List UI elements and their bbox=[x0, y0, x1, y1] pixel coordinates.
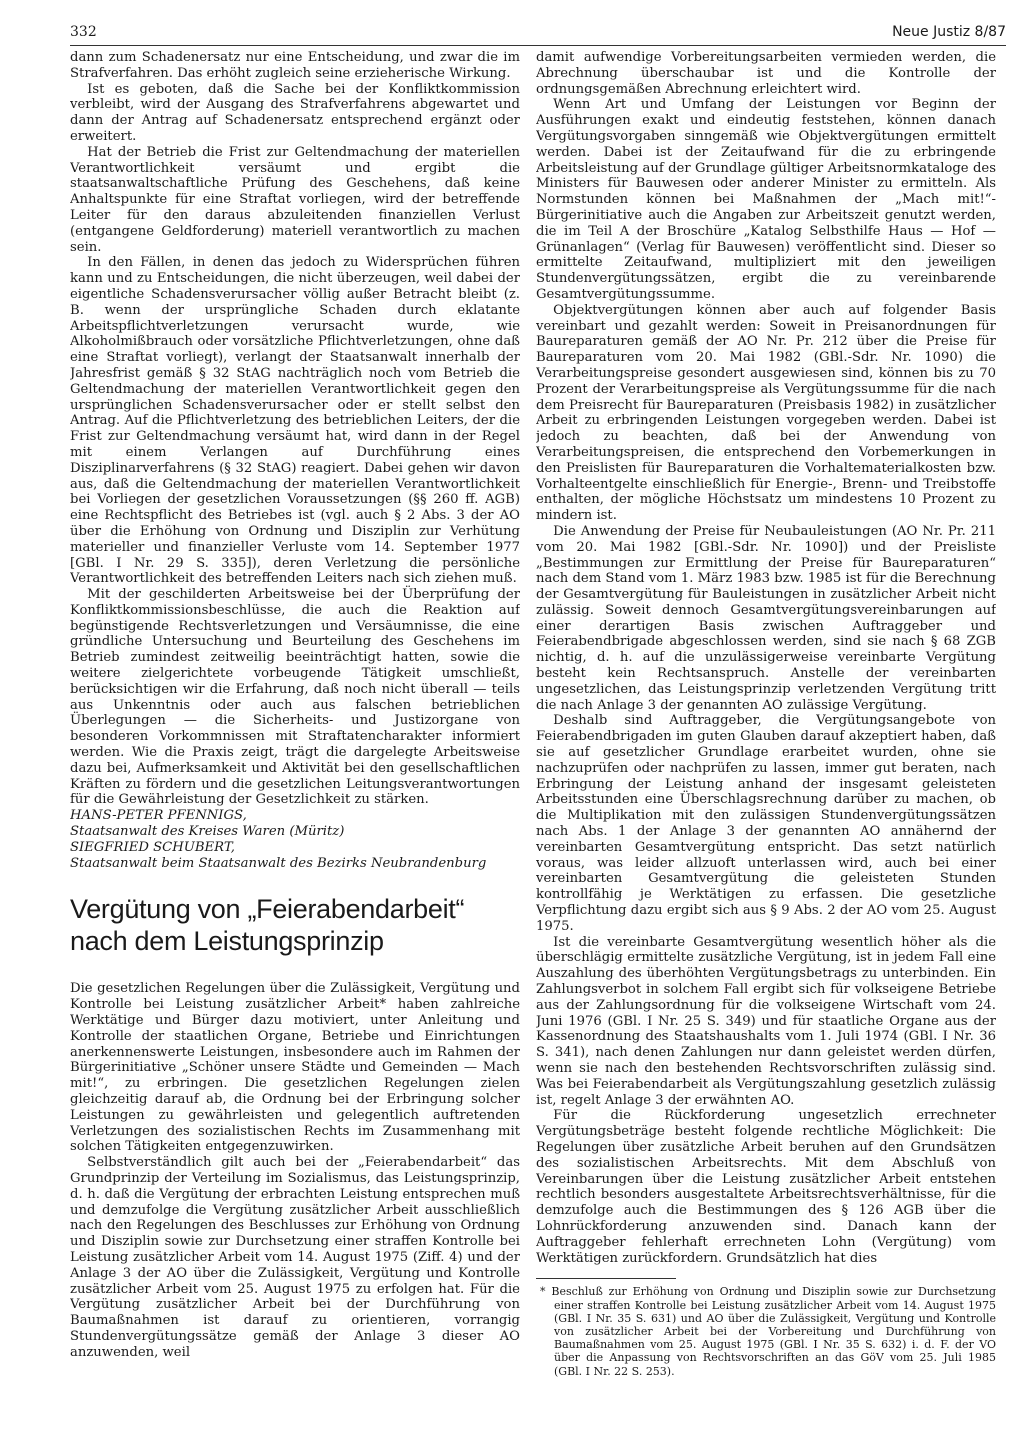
page-number: 332 bbox=[70, 24, 97, 40]
body-paragraph: Hat der Betrieb die Frist zur Geltendmachung der materiellen Verantwortlichkeit versäumt und ergibt die staatsanwaltschaftliche Prüfung des Geschehens, daß keine Anhaltspunkte für eine Straftat vorliegen, wird der betreffende Leiter für den daraus abzuleitenden finanziellen Verlust (entgangene Geldforderung) materiell verantwortlich zu machen sein. bbox=[70, 144, 520, 255]
author-title: Staatsanwalt des Kreises Waren (Müritz) bbox=[70, 824, 345, 840]
left-column bbox=[70, 50, 520, 1435]
body-paragraph: Wenn Art und Umfang der Leistungen vor Beginn der Ausführungen exakt und eindeutig feststehen, können danach Vergütungsvorgaben sinngemäß wie Objektvergütungen ermittelt werden. Dabei ist der Zeitaufwand für die zu erbringende Arbeitsleistung auf der Grundlage gültiger Arbeitsnormkataloge des Ministers für Bauwesen oder anderer Minister zu ermitteln. Als Normstunden können bei Maßnahmen der „Mach mit!“-Bürgerinitiative auch die Angaben zur Arbeitszeit genutzt werden, die im Teil A der Broschüre „Katalog Selbsthilfe Haus — Hof — Grünanlagen“ (Verlag für Bauwesen) veröffentlicht sind. Dieser so ermittelte Zeitaufwand, multipliziert mit den jeweiligen Stundenvergütungssätzen, ergibt die zu vereinbarende Gesamtvergütungssumme. bbox=[536, 97, 996, 302]
body-paragraph: Objektvergütungen können aber auch auf folgender Basis vereinbart und gezahlt werden: Soweit in Preisanordnungen für Baureparaturen gemäß der AO Nr. Pr. 212 über die Preise für Baureparaturen vom 20. Mai 1982 (GBl.-Sdr. Nr. 1090) die Verarbeitungspreise gesondert ausgewiesen sind, können bis zu 70 Prozent der Verarbeitungspreise als Vergütungssumme für die nach dem Preisrecht für Baureparaturen (Preisbasis 1982) in zusätzlicher Arbeit zu erbringenden Leistungen vorgegeben werden. Dabei ist jedoch zu beachten, daß bei der Anwendung von Verarbeitungspreisen, die entsprechend den Vorbemerkungen in den Preislisten für Baureparaturen die Vorhaltematerialkosten bzw. Vorhalteentgelte einschließlich für Energie-, Brenn- und Treibstoffe enthalten, der mögliche Höchstsatz um mindestens 10 Prozent zu mindern ist. bbox=[536, 302, 996, 524]
right-column bbox=[536, 50, 996, 1435]
body-paragraph: Ist es geboten, daß die Sache bei der Konfliktkommission verbleibt, wird der Ausgang des Strafverfahrens abgewartet und dann der Antrag auf Schadenersatz entsprechend ergänzt oder erweitert. bbox=[70, 81, 520, 144]
header-rule bbox=[70, 45, 1006, 46]
body-paragraph: Die Anwendung der Preise für Neubauleistungen (AO Nr. Pr. 211 vom 20. Mai 1982 [GBl.-Sdr. Nr. 1090]) und der Preisliste „Bestimmungen zur Ermittlung der Preise für Baureparaturen“ nach dem Stand vom 1. März 1983 bzw. 1985 ist für die Berechnung der Gesamtvergütung für Bauleistungen in zusätzlicher Arbeit nicht zulässig. Soweit dennoch Gesamtvergütungsvereinbarungen auf einer derartigen Basis zwischen Auftraggeber und Feierabendbrigade abgeschlossen werden, sind sie nach § 68 ZGB nichtig, d. h. auf die unzulässigerweise vereinbarte Vergütung besteht kein Rechtsanspruch. Anstelle der vereinbarten ungesetzlichen, das Leistungsprinzip verletzenden Vergütung tritt die nach Anlage 3 der genannten AO zulässige Vergütung. bbox=[536, 523, 996, 713]
body-paragraph: In den Fällen, in denen das jedoch zu Widersprüchen führen kann und zu Entscheidungen, die nicht überzeugen, weil dabei der eigentliche Schadensverursacher völlig außer Betracht bleibt (z. B. wenn der ursprüngliche Schaden durch eklatante Arbeitspflichtverletzungen verursacht wurde, wie Alkoholmißbrauch oder vorsätzliche Pflichtverletzungen, ohne daß eine Straftat vorliegt), verlangt der Staatsanwalt innerhalb der Jahresfrist gemäß § 32 StAG nachträglich noch vom Betrieb die Geltendmachung der materiellen Verantwortlichkeit gegen den ursprünglichen Schadensverursacher oder er stellt selbst den Antrag. Auf die Pflichtverletzung des betrieblichen Leiters, der die Frist zur Geltendmachung versäumt hat, wird dann in der Regel mit einem Verlangen auf Durchführung eines Disziplinarverfahrens (§ 32 StAG) reagiert. Dabei gehen wir davon aus, daß die Geltendmachung der materiellen Verantwortlichkeit bei Vorliegen der gesetzlichen Voraussetzungen (§§ 260 ff. AGB) eine Rechtspflicht des Betriebes ist (vgl. auch § 2 Abs. 3 der AO über die Erhöhung von Ordnung und Disziplin zur Verhütung materieller und finanzieller Verluste vom 14. September 1977 [GBl. I Nr. 29 S. 335]), deren Verletzung die persönliche Verantwortlichkeit des betreffenden Leiters nach sich ziehen muß. bbox=[70, 255, 520, 587]
body-paragraph: damit aufwendige Vorbereitungsarbeiten vermieden werden, die Abrechnung überschaubar ist und die Kontrolle der ordnungsgemäßen Abrechnung erleichtert wird. bbox=[536, 50, 996, 97]
article-title-line: Vergütung von „Feierabendarbeit“ bbox=[70, 894, 465, 925]
footnote: * Beschluß zur Erhöhung von Ordnung und Disziplin sowie zur Durchsetzung einer straffen Kontrolle bei Leistung zusätzlicher Arbeit vom 14. August 1975 (GBl. I Nr. 35 S. 631) und AO über die Zulässigkeit, Vergütung und Kontrolle von zusätzlicher Arbeit bei der Vorbereitung und Durchführung von Baumaßnahmen vom 25. August 1975 (GBl. I Nr. 35 S. 632) i. d. F. der VO über die Anpassung von Rechtsvorschriften an das GöV vom 25. Juli 1985 (GBl. I Nr. 22 S. 253). bbox=[540, 1285, 996, 1378]
article-title bbox=[70, 893, 520, 957]
body-paragraph: dann zum Schadenersatz nur eine Entscheidung, und zwar die im Strafverfahren. Das erhöht zugleich seine erzieherische Wirkung. bbox=[70, 50, 520, 81]
body-paragraph: Mit der geschilderten Arbeitsweise bei der Überprüfung der Konfliktkommissionsbeschlüsse, die auch die Reaktion auf begünstigende Rechtsverletzungen und Versäumnisse, die eine gründliche Untersuchung und Beurteilung des Geschehens im Betrieb zumindest zeitweilig beeinträchtigt hatten, sowie die weitere zielgerichtete vorbeugende Tätigkeit umschließt, berücksichtigen wir die Erfahrung, daß noch nicht überall — teils aus Unkenntnis oder auch aus falschen betrieblichen Überlegungen — die Sicherheits- und Justizorgane von besonderen Vorkommnissen mit Straftatencharakter informiert werden. Wie die Praxis zeigt, trägt die dargelegte Arbeitsweise dazu bei, Aufmerksamkeit und Aktivität bei den gesellschaftlichen Kräften zu fördern und die gesetzlichen Leitungsverantwortungen für die Gewährleistung der Gesetzlichkeit zu stärken. bbox=[70, 587, 520, 808]
footnote-rule bbox=[536, 1278, 676, 1279]
body-paragraph: Deshalb sind Auftraggeber, die Vergütungsangebote von Feierabendbrigaden im guten Glauben darauf akzeptiert haben, daß sie auf gesetzlicher Grundlage erarbeitet wurden, ohne sie nachzuprüfen oder nachprüfen zu lassen, immer gut beraten, nach Erbringung der Leistung anhand der insgesamt geleisteten Arbeitsstunden eine Überschlagsrechnung darüber zu machen, ob die Multiplikation mit den zulässigen Stundenvergütungssätzen nach Abs. 1 der Anlage 3 der genannten AO annähernd der vereinbarten Gesamtvergütung entspricht. Das setzt natürlich voraus, was leider allzuoft unterlassen wird, auch bei einer vereinbarten Gesamtvergütung die geleisteten Stunden kontrollfähig je Werktätigen zu erfassen. Die gesetzliche Verpflichtung dazu ergibt sich aus § 9 Abs. 2 der AO vom 25. August 1975. bbox=[536, 713, 996, 934]
body-paragraph: Ist die vereinbarte Gesamtvergütung wesentlich höher als die überschlägig ermittelte zusätzliche Vergütung, ist in jedem Fall eine Auszahlung des überhöhten Vergütungsbetrags zu unterbinden. Ein Zahlungsverbot in solchem Fall ergibt sich für volkseigene Betriebe aus der Zahlungsordnung für die volkseigene Wirtschaft vom 24. Juni 1976 (GBl. I Nr. 25 S. 349) und für staatliche Organe aus der Kassenordnung des Staatshaushalts vom 1. Juli 1974 (GBl. I Nr. 36 S. 341), nach denen Zahlungen nur dann geleistet werden dürfen, wenn sie nach den bestehenden Rechtsvorschriften zulässig sind. Was bei Feierabendarbeit als Vergütungszahlung gesetzlich zulässig ist, regelt Anlage 3 der erwähnten AO. bbox=[536, 934, 996, 1108]
author-name: HANS-PETER PFENNIGS, bbox=[70, 808, 247, 824]
article-title-line: nach dem Leistungsprinzip bbox=[70, 926, 384, 957]
journal-name: Neue Justiz 8/87 bbox=[892, 24, 1006, 40]
author-name: SIEGFRIED SCHUBERT, bbox=[70, 839, 235, 855]
signature-block bbox=[70, 808, 520, 871]
body-paragraph: Für die Rückforderung ungesetzlich errechneter Vergütungsbeträge besteht folgende rechtliche Möglichkeit: Die Regelungen über zusätzliche Arbeit beruhen auf den Grundsätzen des sozialistischen Arbeitsrechts. Mit dem Abschluß von Vereinbarungen über die Leistung zusätzlicher Arbeit entstehen rechtlich besonders ausgestaltete Arbeitsrechtsverhältnisse, für die demzufolge auch die Bestimmungen des § 126 AGB über die Lohnrückforderung anzuwenden sind. Danach kann der Auftraggeber fehlerhaft errechneten Lohn (Vergütung) vom Werktätigen zurückfordern. Grundsätzlich hat dies bbox=[536, 1108, 996, 1266]
article-paragraph: Die gesetzlichen Regelungen über die Zulässigkeit, Vergütung und Kontrolle bei Leistung zusätzlicher Arbeit* haben zahlreiche Werktätige und Bürger dazu motiviert, unter Anleitung und Kontrolle der staatlichen Organe, Betriebe und Einrichtungen anerkennenswerte Leistungen, insbesondere auch im Rahmen der Bürgerinitiative „Schöner unsere Städte und Gemeinden — Mach mit!“, zu erbringen. Die gesetzlichen Regelungen zielen gleichzeitig darauf ab, die Ordnung bei der Erbringung solcher Leistungen zu gewährleisten und gelegentlich auftretenden Verletzungen des sozialistischen Rechts im Zusammenhang mit solchen Tätigkeiten entgegenzuwirken. bbox=[70, 981, 520, 1155]
author-title: Staatsanwalt beim Staatsanwalt des Bezirks Neubrandenburg bbox=[70, 855, 487, 871]
article-paragraph: Selbstverständlich gilt auch bei der „Feierabendarbeit“ das Grundprinzip der Verteilung im Sozialismus, das Leistungsprinzip, d. h. daß die Vergütung der erbrachten Leistung entsprechen muß und demzufolge die Vergütung zusätzlicher Arbeit ausschließlich nach den Regelungen des Beschlusses zur Erhöhung von Ordnung und Disziplin sowie zur Durchsetzung einer straffen Kontrolle bei Leistung zusätzlicher Arbeit vom 14. August 1975 (Ziff. 4) und der Anlage 3 der AO über die Zulässigkeit, Vergütung und Kontrolle zusätzlicher Arbeit vom 25. August 1975 zu erfolgen hat. Für die Vergütung zusätzlicher Arbeit bei der Durchführung von Baumaßnahmen ist darauf zu orientieren, vorrangig Stundenvergütungssätze gemäß der Anlage 3 dieser AO anzuwenden, weil bbox=[70, 1155, 520, 1360]
page-header bbox=[70, 24, 1006, 44]
